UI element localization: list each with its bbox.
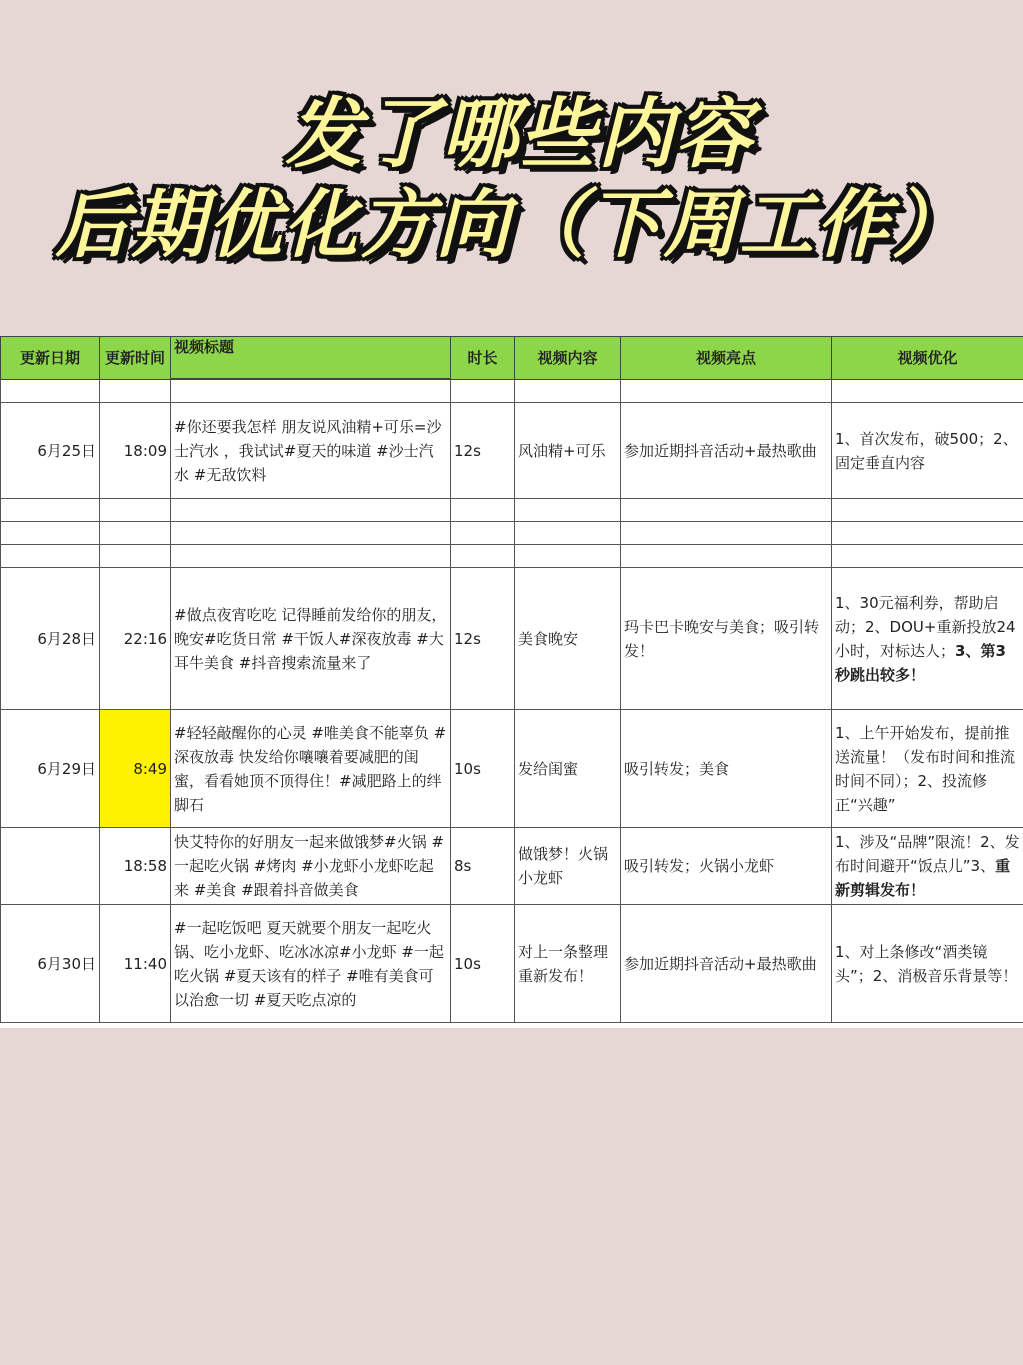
table-row bbox=[1, 710, 1023, 828]
cell-duration[interactable]: 12s bbox=[451, 403, 515, 499]
optimize-bold-text: 3、第3秒跳出较多！ bbox=[835, 641, 1006, 684]
cell-optimize[interactable]: 1、首次发布，破500；2、固定垂直内容 bbox=[832, 403, 1023, 499]
cell-duration[interactable]: 10s bbox=[451, 905, 515, 1023]
schedule-table bbox=[0, 336, 1023, 1023]
cell-content[interactable]: 美食晚安 bbox=[515, 568, 621, 710]
blank-row bbox=[1, 380, 1023, 403]
cell-time-highlighted[interactable]: 8:49 bbox=[100, 710, 171, 828]
cell-title[interactable]: #一起吃饭吧 夏天就要个朋友一起吃火锅、吃小龙虾、吃冰冰凉#小龙虾 #一起吃火锅 #夏天该有的样子 #唯有美食可以治愈一切 #夏天吃点凉的 bbox=[171, 905, 451, 1023]
cell-content[interactable]: 对上一条整理重新发布！ bbox=[515, 905, 621, 1023]
cell-duration[interactable]: 10s bbox=[451, 710, 515, 828]
optimize-text: 1、30元福利券，帮助启动；2、DOU+重新投放24小时，对标达人； bbox=[835, 593, 1016, 660]
cell-highlight[interactable]: 参加近期抖音活动+最热歌曲 bbox=[621, 905, 832, 1023]
cell-date[interactable]: 6月29日 bbox=[1, 710, 100, 828]
cell-date[interactable]: 6月25日 bbox=[1, 403, 100, 499]
cell-optimize[interactable]: 1、上午开始发布，提前推送流量！（发布时间和推流时间不同）；2、投流修正“兴趣” bbox=[832, 710, 1023, 828]
cell-title[interactable]: #做点夜宵吃吃 记得睡前发给你的朋友，晚安#吃货日常 #干饭人#深夜放毒 #大耳牛美食 #抖音搜索流量来了 bbox=[171, 568, 451, 710]
header-content: 视频内容 bbox=[515, 337, 621, 380]
cell-time[interactable]: 22:16 bbox=[100, 568, 171, 710]
table-row bbox=[1, 403, 1023, 499]
cell-duration[interactable]: 12s bbox=[451, 568, 515, 710]
optimize-text: 1、涉及“品牌”限流！2、发布时间避开“饭点儿”3、 bbox=[835, 833, 1020, 875]
cell-duration[interactable]: 8s bbox=[451, 828, 515, 905]
cell-optimize[interactable] bbox=[832, 828, 1023, 905]
cell-time[interactable]: 18:58 bbox=[100, 828, 171, 905]
cell-content[interactable]: 发给闺蜜 bbox=[515, 710, 621, 828]
optimize-bold-text: 重新剪辑发布！ bbox=[835, 857, 1011, 899]
title-line-1: 发了哪些内容 bbox=[285, 89, 754, 178]
cell-highlight[interactable]: 玛卡巴卡晚安与美食；吸引转发！ bbox=[621, 568, 832, 710]
header-highlight: 视频亮点 bbox=[621, 337, 832, 380]
cell-title[interactable]: 快艾特你的好朋友一起来做饿梦#火锅 #一起吃火锅 #烤肉 #小龙虾小龙虾吃起来 #美食 #跟着抖音做美食 bbox=[171, 828, 451, 905]
cell-date[interactable]: 6月30日 bbox=[1, 905, 100, 1023]
blank-row bbox=[1, 522, 1023, 545]
cell-content[interactable]: 做饿梦！火锅小龙虾 bbox=[515, 828, 621, 905]
cell-content[interactable]: 风油精+可乐 bbox=[515, 403, 621, 499]
header-video-title: 视频标题 bbox=[171, 337, 451, 379]
cell-time[interactable]: 11:40 bbox=[100, 905, 171, 1023]
cell-highlight[interactable]: 参加近期抖音活动+最热歌曲 bbox=[621, 403, 832, 499]
cell-time[interactable]: 18:09 bbox=[100, 403, 171, 499]
spreadsheet bbox=[0, 336, 1023, 1028]
cell-date[interactable]: 6月28日 bbox=[1, 568, 100, 710]
cell-optimize[interactable] bbox=[832, 568, 1023, 710]
title-line-2: 后期优化方向（下周工作） bbox=[55, 182, 968, 268]
table-row bbox=[1, 568, 1023, 710]
cell-title[interactable]: #你还要我怎样 朋友说风油精+可乐=沙士汽水 ，我试试#夏天的味道 #沙士汽水 #无敌饮料 bbox=[171, 403, 451, 499]
blank-row bbox=[1, 499, 1023, 522]
cell-title[interactable]: #轻轻敲醒你的心灵 #唯美食不能辜负 #深夜放毒 快发给你嚷嚷着要减肥的闺蜜，看看她顶不顶得住！#减肥路上的绊脚石 bbox=[171, 710, 451, 828]
cell-highlight[interactable]: 吸引转发；火锅小龙虾 bbox=[621, 828, 832, 905]
header-optimize: 视频优化 bbox=[832, 337, 1023, 380]
table-row bbox=[1, 905, 1023, 1023]
cell-date[interactable] bbox=[1, 828, 100, 905]
header-time: 更新时间 bbox=[100, 337, 171, 380]
header-duration: 时长 bbox=[451, 337, 515, 380]
cell-optimize[interactable]: 1、对上条修改“酒类镜头”；2、消极音乐背景等！ bbox=[832, 905, 1023, 1023]
table-row bbox=[1, 828, 1023, 905]
cell-highlight[interactable]: 吸引转发；美食 bbox=[621, 710, 832, 828]
header-date: 更新日期 bbox=[1, 337, 100, 380]
blank-row bbox=[1, 545, 1023, 568]
